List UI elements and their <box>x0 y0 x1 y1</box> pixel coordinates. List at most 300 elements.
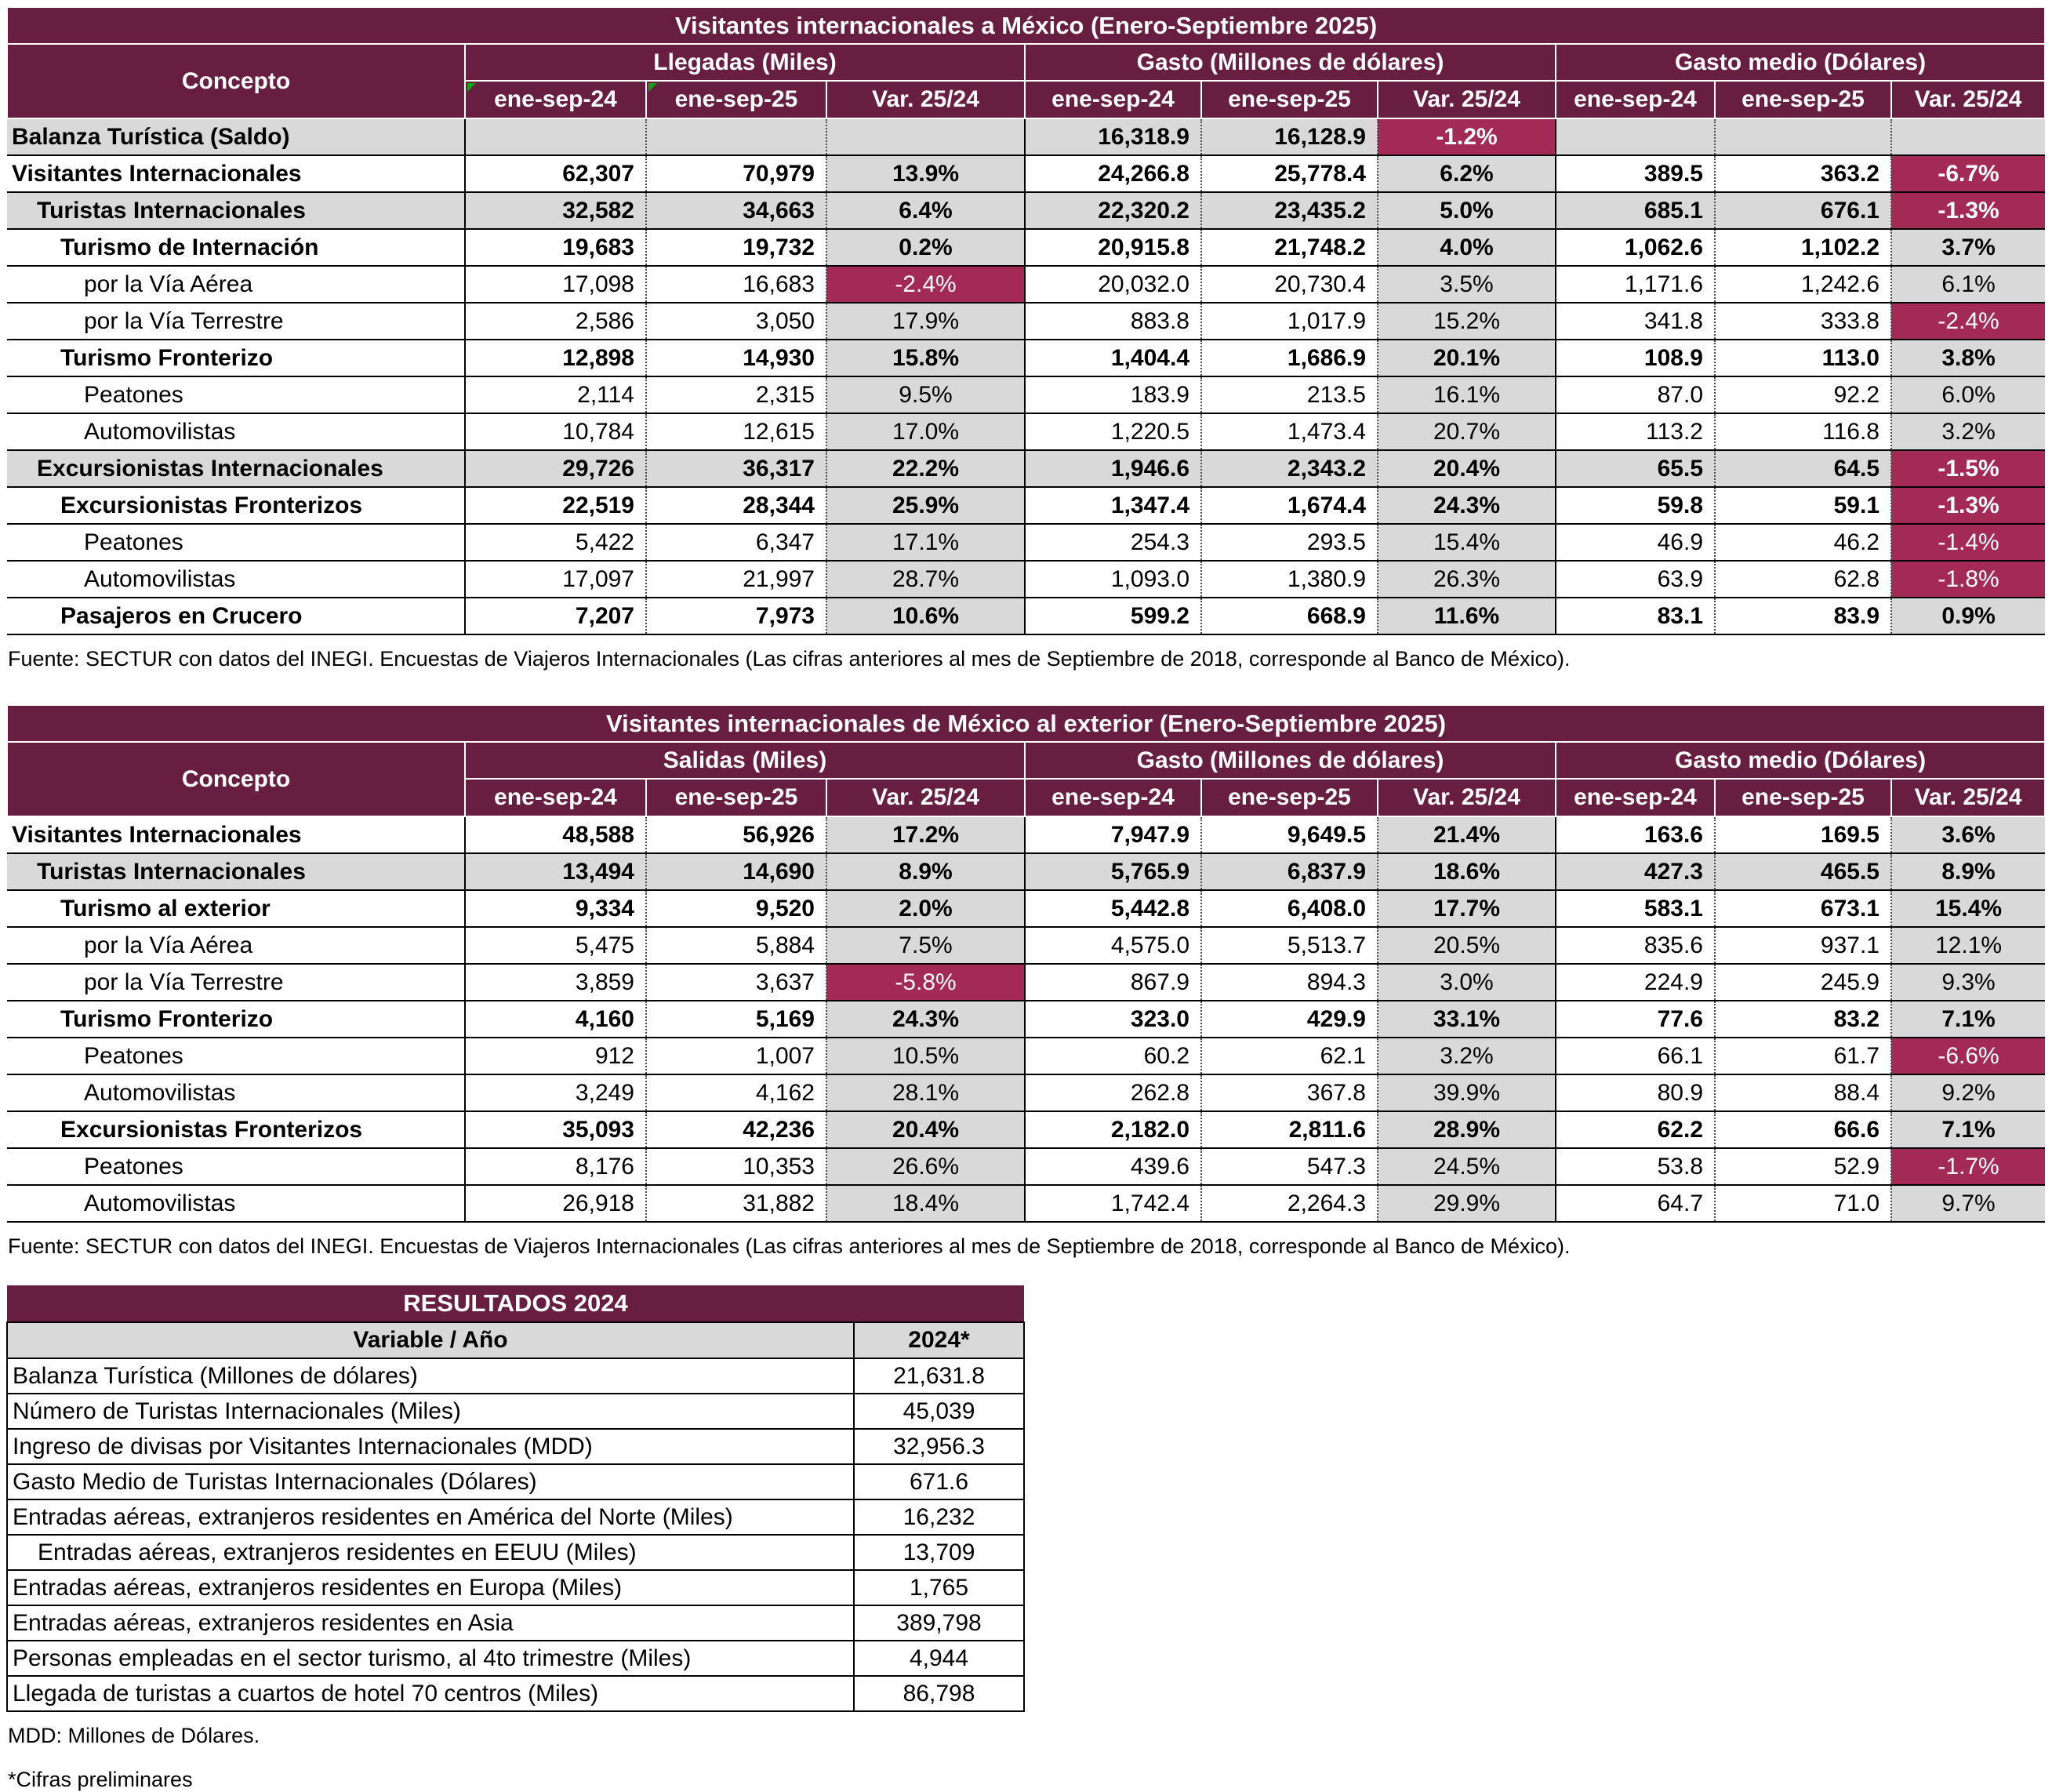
value-cell: 599.2 <box>1025 598 1201 634</box>
period-column-header: ene-sep-25 <box>1201 81 1378 118</box>
period-column-header: ene-sep-24 <box>465 81 646 118</box>
value-cell <box>465 118 646 155</box>
value-cell: 937.1 <box>1715 927 1891 964</box>
row-label: Peatones <box>7 376 465 413</box>
value-cell: 3,859 <box>465 964 646 1001</box>
value-cell: 66.6 <box>1715 1111 1891 1148</box>
table-row <box>7 1148 2045 1185</box>
value-cell: 1,220.5 <box>1025 413 1201 450</box>
value-cell: 35,093 <box>465 1111 646 1148</box>
value-cell: 5,884 <box>646 927 826 964</box>
variation-cell: 15.8% <box>826 340 1025 376</box>
row-label: Excursionistas Fronterizos <box>7 487 465 524</box>
table-row <box>7 487 2045 524</box>
row-label: Turismo Fronterizo <box>7 1001 465 1038</box>
row-label: Personas empleadas en el sector turismo, al 4to trimestre (Miles) <box>7 1641 854 1676</box>
value-cell: 5,442.8 <box>1025 890 1201 927</box>
value-cell: 16,683 <box>646 266 826 303</box>
period-column-header: Var. 25/24 <box>826 81 1025 118</box>
variation-cell: 9.3% <box>1891 964 2045 1001</box>
value-cell: 835.6 <box>1556 927 1715 964</box>
value-cell: 5,513.7 <box>1201 927 1378 964</box>
row-label: Gasto Medio de Turistas Internacionales (Dólares) <box>7 1464 854 1499</box>
value-cell: 5,169 <box>646 1001 826 1038</box>
value-cell <box>1556 118 1715 155</box>
table-row <box>7 1358 1024 1394</box>
table-row <box>7 1464 1024 1499</box>
value-cell: 367.8 <box>1201 1074 1378 1111</box>
variation-cell: 28.9% <box>1378 1111 1556 1148</box>
value-cell: 53.8 <box>1556 1148 1715 1185</box>
variation-cell: 39.9% <box>1378 1074 1556 1111</box>
period-column-header: ene-sep-25 <box>646 779 826 816</box>
value-cell: 1,007 <box>646 1038 826 1074</box>
row-label: Excursionistas Fronterizos <box>7 1111 465 1148</box>
variation-cell: 7.5% <box>826 927 1025 964</box>
value-cell: 21,631.8 <box>854 1358 1024 1394</box>
value-cell: 583.1 <box>1556 890 1715 927</box>
row-label: Número de Turistas Internacionales (Miles) <box>7 1394 854 1429</box>
variation-cell: 10.5% <box>826 1038 1025 1074</box>
value-cell: 17,097 <box>465 561 646 598</box>
value-cell: 4,575.0 <box>1025 927 1201 964</box>
value-cell: 116.8 <box>1715 413 1891 450</box>
value-cell: 1,093.0 <box>1025 561 1201 598</box>
value-cell: 1,742.4 <box>1025 1185 1201 1222</box>
variation-cell: 3.5% <box>1378 266 1556 303</box>
variation-cell: 18.4% <box>826 1185 1025 1222</box>
value-cell: 59.8 <box>1556 487 1715 524</box>
table-row <box>7 1185 2045 1222</box>
table-row <box>7 1499 1024 1535</box>
value-cell: 2,182.0 <box>1025 1111 1201 1148</box>
table-row <box>7 450 2045 487</box>
table-row <box>7 1570 1024 1605</box>
table-row <box>7 340 2045 376</box>
table-row <box>7 1429 1024 1464</box>
variation-cell: 0.9% <box>1891 598 2045 634</box>
value-cell: 25,778.4 <box>1201 155 1378 192</box>
variation-cell: 17.9% <box>826 303 1025 340</box>
column-group-header: Gasto (Millones de dólares) <box>1025 742 1556 779</box>
value-cell: 547.3 <box>1201 1148 1378 1185</box>
period-column-header: ene-sep-24 <box>1025 81 1201 118</box>
period-column-header: ene-sep-25 <box>1201 779 1378 816</box>
value-cell: 1,347.4 <box>1025 487 1201 524</box>
row-label: Balanza Turística (Saldo) <box>7 118 465 155</box>
variation-cell: 6.0% <box>1891 376 2045 413</box>
value-cell: 10,784 <box>465 413 646 450</box>
value-cell: 16,128.9 <box>1201 118 1378 155</box>
value-cell: 1,380.9 <box>1201 561 1378 598</box>
table-row <box>7 1074 2045 1111</box>
value-cell: 1,686.9 <box>1201 340 1378 376</box>
variation-cell: 0.2% <box>826 229 1025 266</box>
value-cell: 17,098 <box>465 266 646 303</box>
variation-cell: 20.4% <box>826 1111 1025 1148</box>
value-cell: 86,798 <box>854 1676 1024 1711</box>
value-cell: 4,162 <box>646 1074 826 1111</box>
row-label: Peatones <box>7 1038 465 1074</box>
row-label: por la Vía Aérea <box>7 927 465 964</box>
value-cell: 64.7 <box>1556 1185 1715 1222</box>
table-row <box>7 1001 2045 1038</box>
period-column-header: Var. 25/24 <box>826 779 1025 816</box>
table-row <box>7 561 2045 598</box>
table-resultados-2024 <box>6 1285 1025 1712</box>
value-cell: 64.5 <box>1715 450 1891 487</box>
table-row <box>7 816 2045 853</box>
variation-cell: 8.9% <box>1891 853 2045 890</box>
variation-cell: 21.4% <box>1378 816 1556 853</box>
value-cell: 685.1 <box>1556 192 1715 229</box>
value-cell: 83.9 <box>1715 598 1891 634</box>
value-cell: 262.8 <box>1025 1074 1201 1111</box>
value-cell: 61.7 <box>1715 1038 1891 1074</box>
variation-cell: -1.3% <box>1891 192 2045 229</box>
value-cell: 52.9 <box>1715 1148 1891 1185</box>
value-cell: 1,242.6 <box>1715 266 1891 303</box>
value-cell: 20,915.8 <box>1025 229 1201 266</box>
value-cell: 108.9 <box>1556 340 1715 376</box>
variation-cell: 17.0% <box>826 413 1025 450</box>
value-cell: 62.1 <box>1201 1038 1378 1074</box>
period-column-header: Var. 25/24 <box>1378 779 1556 816</box>
value-cell: 1,473.4 <box>1201 413 1378 450</box>
table-row <box>7 376 2045 413</box>
value-cell: 19,683 <box>465 229 646 266</box>
value-cell: 363.2 <box>1715 155 1891 192</box>
value-cell: 62.8 <box>1715 561 1891 598</box>
value-cell: 2,586 <box>465 303 646 340</box>
value-cell: 14,690 <box>646 853 826 890</box>
value-cell: 3,249 <box>465 1074 646 1111</box>
table-row <box>7 1111 2045 1148</box>
value-cell: 333.8 <box>1715 303 1891 340</box>
value-cell: 83.1 <box>1556 598 1715 634</box>
value-cell: 6,408.0 <box>1201 890 1378 927</box>
variation-cell: 6.2% <box>1378 155 1556 192</box>
table-row <box>7 303 2045 340</box>
value-cell: 16,232 <box>854 1499 1024 1535</box>
variation-cell: 28.7% <box>826 561 1025 598</box>
variation-cell: 26.6% <box>826 1148 1025 1185</box>
variation-cell: -2.4% <box>1891 303 2045 340</box>
row-label: Entradas aéreas, extranjeros residentes en América del Norte (Miles) <box>7 1499 854 1535</box>
table-row <box>7 853 2045 890</box>
table-row <box>7 927 2045 964</box>
value-cell: 169.5 <box>1715 816 1891 853</box>
value-cell: 63.9 <box>1556 561 1715 598</box>
table-row <box>7 192 2045 229</box>
variation-cell: 6.1% <box>1891 266 2045 303</box>
value-cell: 32,582 <box>465 192 646 229</box>
variation-cell: -1.3% <box>1891 487 2045 524</box>
row-label: por la Vía Terrestre <box>7 303 465 340</box>
row-label: Peatones <box>7 524 465 561</box>
period-column-header: ene-sep-24 <box>1556 81 1715 118</box>
value-cell: 341.8 <box>1556 303 1715 340</box>
value-cell: 22,320.2 <box>1025 192 1201 229</box>
value-cell: 21,997 <box>646 561 826 598</box>
variation-cell: -1.7% <box>1891 1148 2045 1185</box>
value-cell: 465.5 <box>1715 853 1891 890</box>
value-cell: 9,334 <box>465 890 646 927</box>
row-label: Llegada de turistas a cuartos de hotel 70 centros (Miles) <box>7 1676 854 1711</box>
variation-cell: 3.2% <box>1891 413 2045 450</box>
variation-cell: 24.5% <box>1378 1148 1556 1185</box>
period-column-header: ene-sep-25 <box>1715 81 1891 118</box>
table-row <box>7 964 2045 1001</box>
value-cell: 2,264.3 <box>1201 1185 1378 1222</box>
variation-cell: 13.9% <box>826 155 1025 192</box>
value-cell: 1,062.6 <box>1556 229 1715 266</box>
value-cell: 1,765 <box>854 1570 1024 1605</box>
value-cell: 7,207 <box>465 598 646 634</box>
value-cell: 45,039 <box>854 1394 1024 1429</box>
value-cell: 3,637 <box>646 964 826 1001</box>
column-group-header: Gasto medio (Dólares) <box>1556 742 2045 779</box>
row-label: por la Vía Aérea <box>7 266 465 303</box>
value-cell: 3,050 <box>646 303 826 340</box>
value-cell: 427.3 <box>1556 853 1715 890</box>
value-cell: 5,475 <box>465 927 646 964</box>
value-cell: 113.2 <box>1556 413 1715 450</box>
variation-cell: 6.4% <box>826 192 1025 229</box>
value-cell: 671.6 <box>854 1464 1024 1499</box>
value-cell: 2,343.2 <box>1201 450 1378 487</box>
value-cell <box>646 118 826 155</box>
value-cell: 24,266.8 <box>1025 155 1201 192</box>
value-cell: 323.0 <box>1025 1001 1201 1038</box>
value-cell: 10,353 <box>646 1148 826 1185</box>
row-label: Excursionistas Internacionales <box>7 450 465 487</box>
table-row <box>7 155 2045 192</box>
row-label: Visitantes Internacionales <box>7 155 465 192</box>
value-cell: 673.1 <box>1715 890 1891 927</box>
period-column-header: ene-sep-24 <box>1556 779 1715 816</box>
value-cell: 62.2 <box>1556 1111 1715 1148</box>
variation-cell: -6.7% <box>1891 155 2045 192</box>
value-cell: 389,798 <box>854 1605 1024 1641</box>
value-cell: 183.9 <box>1025 376 1201 413</box>
value-cell: 59.1 <box>1715 487 1891 524</box>
value-cell: 31,882 <box>646 1185 826 1222</box>
value-cell: 23,435.2 <box>1201 192 1378 229</box>
value-cell: 14,930 <box>646 340 826 376</box>
table-row <box>7 524 2045 561</box>
value-cell: 12,898 <box>465 340 646 376</box>
value-cell: 9,649.5 <box>1201 816 1378 853</box>
row-label: Entradas aéreas, extranjeros residentes en Europa (Miles) <box>7 1570 854 1605</box>
variation-cell: 20.5% <box>1378 927 1556 964</box>
value-cell: 70,979 <box>646 155 826 192</box>
row-label: Automovilistas <box>7 413 465 450</box>
period-column-header: ene-sep-25 <box>1715 779 1891 816</box>
table-row <box>7 266 2045 303</box>
table-row <box>7 1038 2045 1074</box>
value-cell: 2,315 <box>646 376 826 413</box>
variation-cell: 20.4% <box>1378 450 1556 487</box>
value-cell: 912 <box>465 1038 646 1074</box>
row-label: Visitantes Internacionales <box>7 816 465 853</box>
table-visitantes-a-mexico <box>6 6 2046 635</box>
value-cell: 20,730.4 <box>1201 266 1378 303</box>
variation-cell: 3.2% <box>1378 1038 1556 1074</box>
variation-cell: 15.4% <box>1378 524 1556 561</box>
period-column-header: Var. 25/24 <box>1891 779 2045 816</box>
variation-cell: 18.6% <box>1378 853 1556 890</box>
variation-cell: 10.6% <box>826 598 1025 634</box>
variation-cell: 33.1% <box>1378 1001 1556 1038</box>
preliminary-footnote: *Cifras preliminares <box>8 1768 193 1791</box>
value-cell: 2,114 <box>465 376 646 413</box>
table-row <box>7 1535 1024 1570</box>
value-cell: 65.5 <box>1556 450 1715 487</box>
mdd-footnote: MDD: Millones de Dólares. <box>8 1724 260 1747</box>
value-cell: 71.0 <box>1715 1185 1891 1222</box>
variation-cell: 20.1% <box>1378 340 1556 376</box>
variation-cell: 3.0% <box>1378 964 1556 1001</box>
value-cell: 213.5 <box>1201 376 1378 413</box>
value-cell: 77.6 <box>1556 1001 1715 1038</box>
variation-cell: 11.6% <box>1378 598 1556 634</box>
variation-cell: 22.2% <box>826 450 1025 487</box>
row-label: Turismo Fronterizo <box>7 340 465 376</box>
variation-cell: 26.3% <box>1378 561 1556 598</box>
value-cell: 1,102.2 <box>1715 229 1891 266</box>
row-label: Automovilistas <box>7 561 465 598</box>
variation-cell: 9.2% <box>1891 1074 2045 1111</box>
value-cell: 867.9 <box>1025 964 1201 1001</box>
variation-cell: 12.1% <box>1891 927 2045 964</box>
variation-cell: -2.4% <box>826 266 1025 303</box>
row-label: Turismo de Internación <box>7 229 465 266</box>
row-label: Turistas Internacionales <box>7 192 465 229</box>
value-cell: 9,520 <box>646 890 826 927</box>
row-label: Automovilistas <box>7 1074 465 1111</box>
variation-cell: 16.1% <box>1378 376 1556 413</box>
row-label: Pasajeros en Crucero <box>7 598 465 634</box>
table-title: RESULTADOS 2024 <box>7 1285 1024 1322</box>
value-cell: 5,765.9 <box>1025 853 1201 890</box>
period-column-header: Var. 25/24 <box>1891 81 2045 118</box>
row-label: Entradas aéreas, extranjeros residentes en EEUU (Miles) <box>7 1535 854 1570</box>
row-label: Turistas Internacionales <box>7 853 465 890</box>
period-column-header: Var. 25/24 <box>1378 81 1556 118</box>
value-cell: 1,946.6 <box>1025 450 1201 487</box>
value-cell: 4,944 <box>854 1641 1024 1676</box>
value-cell: 254.3 <box>1025 524 1201 561</box>
source-footnote: Fuente: SECTUR con datos del INEGI. Encuestas de Viajeros Internacionales (Las cifras anteriores al mes de Septiembre de 2018, corresponde al Banco de México). <box>8 1234 1571 1258</box>
variation-cell: 24.3% <box>826 1001 1025 1038</box>
value-cell: 883.8 <box>1025 303 1201 340</box>
variation-cell: -5.8% <box>826 964 1025 1001</box>
value-cell: 87.0 <box>1556 376 1715 413</box>
variation-cell: -1.8% <box>1891 561 2045 598</box>
period-column-header: ene-sep-24 <box>1025 779 1201 816</box>
value-cell: 8,176 <box>465 1148 646 1185</box>
value-cell: 46.9 <box>1556 524 1715 561</box>
table-row <box>7 1641 1024 1676</box>
value-cell: 6,347 <box>646 524 826 561</box>
variation-cell: 5.0% <box>1378 192 1556 229</box>
value-cell: 22,519 <box>465 487 646 524</box>
table-visitantes-al-exterior <box>6 704 2046 1223</box>
value-cell: 389.5 <box>1556 155 1715 192</box>
source-footnote: Fuente: SECTUR con datos del INEGI. Encuestas de Viajeros Internacionales (Las cifras anteriores al mes de Septiembre de 2018, corresponde al Banco de México). <box>8 647 1571 671</box>
variation-cell: 9.7% <box>1891 1185 2045 1222</box>
table-row <box>7 1394 1024 1429</box>
table-title: Visitantes internacionales a México (Enero-Septiembre 2025) <box>7 7 2045 44</box>
variable-column-header: Variable / Año <box>7 1322 854 1358</box>
variation-cell: 28.1% <box>826 1074 1025 1111</box>
variation-cell: 3.7% <box>1891 229 2045 266</box>
row-label: Balanza Turística (Millones de dólares) <box>7 1358 854 1394</box>
value-cell: 88.4 <box>1715 1074 1891 1111</box>
variation-cell: 9.5% <box>826 376 1025 413</box>
value-cell: 20,032.0 <box>1025 266 1201 303</box>
value-cell: 21,748.2 <box>1201 229 1378 266</box>
table-title: Visitantes internacionales de México al exterior (Enero-Septiembre 2025) <box>7 705 2045 742</box>
table-row <box>7 1605 1024 1641</box>
table-row <box>7 1676 1024 1711</box>
value-cell: 439.6 <box>1025 1148 1201 1185</box>
value-cell: 676.1 <box>1715 192 1891 229</box>
value-cell: 113.0 <box>1715 340 1891 376</box>
variation-cell: 15.2% <box>1378 303 1556 340</box>
period-column-header: ene-sep-24 <box>465 779 646 816</box>
variation-cell: 2.0% <box>826 890 1025 927</box>
value-cell: 83.2 <box>1715 1001 1891 1038</box>
value-cell: 32,956.3 <box>854 1429 1024 1464</box>
table-row <box>7 413 2045 450</box>
value-cell: 66.1 <box>1556 1038 1715 1074</box>
value-cell: 293.5 <box>1201 524 1378 561</box>
value-cell: 42,236 <box>646 1111 826 1148</box>
year-column-header: 2024* <box>854 1322 1024 1358</box>
variation-cell: 17.1% <box>826 524 1025 561</box>
concept-column-header: Concepto <box>7 44 465 118</box>
column-group-header: Gasto (Millones de dólares) <box>1025 44 1556 81</box>
variation-cell: -6.6% <box>1891 1038 2045 1074</box>
value-cell: 224.9 <box>1556 964 1715 1001</box>
value-cell: 245.9 <box>1715 964 1891 1001</box>
value-cell: 2,811.6 <box>1201 1111 1378 1148</box>
variation-cell: 17.7% <box>1378 890 1556 927</box>
value-cell: 6,837.9 <box>1201 853 1378 890</box>
value-cell: 7,947.9 <box>1025 816 1201 853</box>
value-cell <box>1715 118 1891 155</box>
variation-cell: 4.0% <box>1378 229 1556 266</box>
value-cell: 34,663 <box>646 192 826 229</box>
variation-cell: 24.3% <box>1378 487 1556 524</box>
value-cell: 62,307 <box>465 155 646 192</box>
period-column-header: ene-sep-25 <box>646 81 826 118</box>
variation-cell: 7.1% <box>1891 1001 2045 1038</box>
variation-cell: 8.9% <box>826 853 1025 890</box>
value-cell: 12,615 <box>646 413 826 450</box>
variation-cell: 15.4% <box>1891 890 2045 927</box>
value-cell: 1,404.4 <box>1025 340 1201 376</box>
row-label: Automovilistas <box>7 1185 465 1222</box>
row-label: Entradas aéreas, extranjeros residentes en Asia <box>7 1605 854 1641</box>
concept-column-header: Concepto <box>7 742 465 816</box>
variation-cell: 17.2% <box>826 816 1025 853</box>
variation-cell <box>1891 118 2045 155</box>
value-cell: 60.2 <box>1025 1038 1201 1074</box>
value-cell: 1,171.6 <box>1556 266 1715 303</box>
